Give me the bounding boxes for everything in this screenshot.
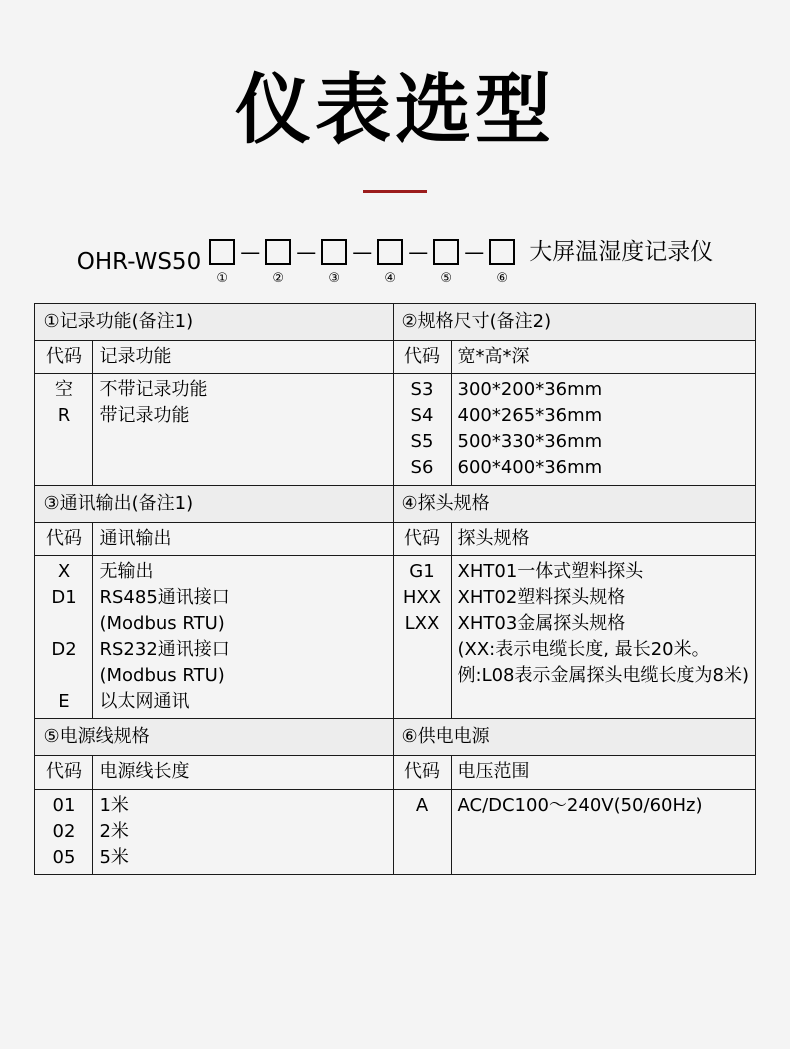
code-value: G1 bbox=[409, 560, 435, 582]
table-row bbox=[35, 522, 755, 555]
model-slot-number-6: ⑥ bbox=[496, 271, 509, 286]
model-slot-number-4: ④ bbox=[384, 271, 397, 286]
model-box-5[interactable] bbox=[433, 239, 459, 265]
code-value bbox=[41, 611, 86, 637]
model-dash-5: — bbox=[464, 240, 485, 264]
desc-value: 5米 bbox=[99, 846, 129, 868]
desc-value: 500*330*36mm bbox=[457, 431, 603, 453]
model-slot-group bbox=[205, 239, 519, 285]
section-2-right-desc-header: 探头规格 bbox=[451, 522, 755, 555]
model-slot-number-2: ② bbox=[272, 271, 285, 286]
section-2-right-code-header: 代码 bbox=[393, 522, 451, 555]
section-3-right-desc-header: 电压范围 bbox=[451, 756, 755, 789]
desc-value: 例:L08表示金属探头电缆长度为8米) bbox=[457, 665, 749, 687]
desc-value: (Modbus RTU) bbox=[99, 665, 225, 687]
desc-value: 无输出 bbox=[99, 560, 154, 582]
model-box-1[interactable] bbox=[209, 239, 235, 265]
code-value bbox=[400, 663, 445, 689]
desc-value: XHT02塑料探头规格 bbox=[457, 586, 626, 608]
section-2-left-header: ③通讯输出(备注1) bbox=[35, 485, 393, 522]
model-slot-6[interactable] bbox=[485, 239, 519, 285]
table-row bbox=[35, 756, 755, 789]
table-row bbox=[35, 374, 755, 485]
section-1-left-codes bbox=[35, 374, 93, 485]
model-slot-number-5: ⑤ bbox=[440, 271, 453, 286]
section-3-left-desc-header: 电源线长度 bbox=[93, 756, 393, 789]
code-value bbox=[400, 637, 445, 663]
section-2-right-codes bbox=[393, 555, 451, 719]
model-box-2[interactable] bbox=[265, 239, 291, 265]
table-row bbox=[35, 341, 755, 374]
desc-value: RS485通讯接口 bbox=[99, 586, 230, 608]
code-value: D2 bbox=[51, 639, 77, 661]
section-1-left-code-header: 代码 bbox=[35, 341, 93, 374]
title-divider bbox=[363, 190, 427, 193]
desc-value: 600*400*36mm bbox=[457, 457, 603, 479]
code-value: S6 bbox=[410, 457, 434, 479]
code-value: 01 bbox=[52, 794, 76, 816]
code-value: E bbox=[58, 691, 70, 713]
code-value: X bbox=[57, 560, 71, 582]
desc-value: XHT03金属探头规格 bbox=[457, 612, 626, 634]
section-2-left-descs bbox=[93, 555, 393, 719]
section-3-right-code-header: 代码 bbox=[393, 756, 451, 789]
specification-table bbox=[34, 303, 755, 875]
model-slot-3[interactable] bbox=[317, 239, 351, 285]
section-2-right-descs bbox=[451, 555, 755, 719]
table-row bbox=[35, 485, 755, 522]
model-dash-4: — bbox=[408, 240, 429, 264]
section-2-right-header: ④探头规格 bbox=[393, 485, 755, 522]
desc-value: 带记录功能 bbox=[99, 405, 190, 427]
code-value: 05 bbox=[52, 846, 76, 868]
section-1-right-header: ②规格尺寸(备注2) bbox=[393, 304, 755, 341]
model-slot-2[interactable] bbox=[261, 239, 295, 285]
desc-value: RS232通讯接口 bbox=[99, 639, 230, 661]
code-value bbox=[41, 663, 86, 689]
desc-value: AC/DC100～240V(50/60Hz) bbox=[457, 794, 703, 816]
section-2-left-codes bbox=[35, 555, 93, 719]
section-1-right-descs bbox=[451, 374, 755, 485]
desc-value: (Modbus RTU) bbox=[99, 612, 225, 634]
desc-value: (XX:表示电缆长度, 最长20米。 bbox=[457, 639, 710, 661]
model-slot-4[interactable] bbox=[373, 239, 407, 285]
code-value: R bbox=[57, 405, 71, 427]
desc-value: 不带记录功能 bbox=[99, 379, 208, 401]
model-dash-3: — bbox=[352, 240, 373, 264]
desc-value: XHT01一体式塑料探头 bbox=[457, 560, 644, 582]
code-value: 空 bbox=[54, 379, 73, 401]
code-value: LXX bbox=[404, 612, 440, 634]
table-row bbox=[35, 555, 755, 719]
section-3-left-descs bbox=[93, 789, 393, 874]
code-value: 02 bbox=[52, 820, 76, 842]
code-value: S3 bbox=[410, 379, 434, 401]
model-code-row bbox=[0, 239, 790, 285]
desc-value: 以太网通讯 bbox=[99, 691, 190, 713]
table-row bbox=[35, 789, 755, 874]
code-value: D1 bbox=[51, 586, 77, 608]
section-1-right-desc-header: 宽*高*深 bbox=[451, 341, 755, 374]
section-1-right-code-header: 代码 bbox=[393, 341, 451, 374]
model-box-4[interactable] bbox=[377, 239, 403, 265]
code-value: S5 bbox=[410, 431, 434, 453]
model-box-3[interactable] bbox=[321, 239, 347, 265]
section-1-left-header: ①记录功能(备注1) bbox=[35, 304, 393, 341]
model-slot-number-3: ③ bbox=[328, 271, 341, 286]
section-3-left-codes bbox=[35, 789, 93, 874]
section-3-left-header: ⑤电源线规格 bbox=[35, 719, 393, 756]
desc-value: 2米 bbox=[99, 820, 129, 842]
section-3-right-header: ⑥供电电源 bbox=[393, 719, 755, 756]
model-slot-1[interactable] bbox=[205, 239, 239, 285]
section-3-left-code-header: 代码 bbox=[35, 756, 93, 789]
section-1-left-desc-header: 记录功能 bbox=[93, 341, 393, 374]
desc-value: 1米 bbox=[99, 794, 129, 816]
model-prefix: OHR-WS50 bbox=[76, 249, 202, 275]
section-1-right-codes bbox=[393, 374, 451, 485]
code-value: HXX bbox=[402, 586, 442, 608]
section-1-left-descs bbox=[93, 374, 393, 485]
model-slot-5[interactable] bbox=[429, 239, 463, 285]
section-3-right-codes bbox=[393, 789, 451, 874]
model-suffix: 大屏温湿度记录仪 bbox=[529, 239, 714, 265]
table-row bbox=[35, 304, 755, 341]
section-2-left-desc-header: 通讯输出 bbox=[93, 522, 393, 555]
model-box-6[interactable] bbox=[489, 239, 515, 265]
model-slot-number-1: ① bbox=[216, 271, 229, 286]
code-value: A bbox=[415, 794, 429, 816]
code-value: S4 bbox=[410, 405, 434, 427]
table-row bbox=[35, 719, 755, 756]
model-dash-1: — bbox=[240, 240, 261, 264]
desc-value: 400*265*36mm bbox=[457, 405, 603, 427]
page-title: 仪表选型 bbox=[235, 65, 555, 154]
model-dash-2: — bbox=[296, 240, 317, 264]
desc-value: 300*200*36mm bbox=[457, 379, 603, 401]
section-3-right-descs bbox=[451, 789, 755, 874]
section-2-left-code-header: 代码 bbox=[35, 522, 93, 555]
